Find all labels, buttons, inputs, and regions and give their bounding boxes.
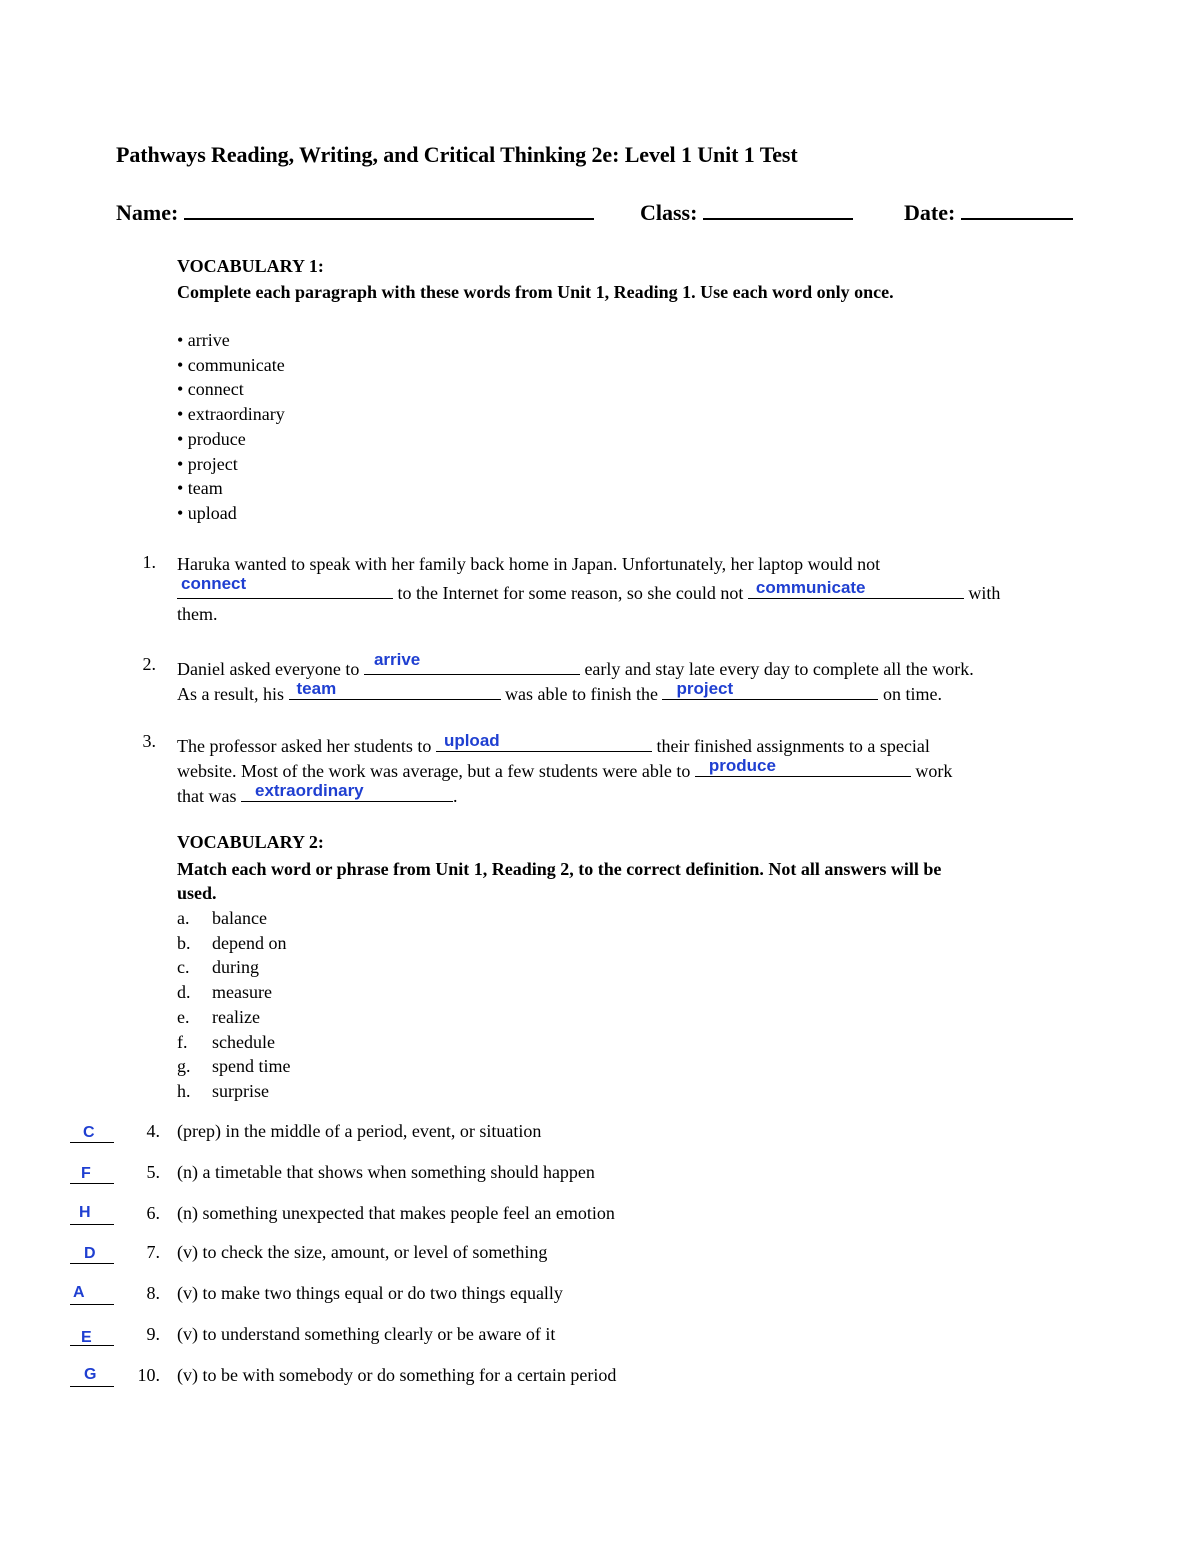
definition: (prep) in the middle of a period, event, or situation (177, 1121, 542, 1141)
q2-answer3-blank[interactable] (662, 679, 878, 700)
q2-answer1: arrive (373, 650, 421, 669)
q2-answer2-blank[interactable] (289, 679, 501, 700)
q3-answer1-blank[interactable] (436, 731, 652, 752)
match-answer-blank[interactable] (70, 1243, 114, 1264)
word-item: • connect (177, 379, 244, 400)
match-answer-blank[interactable] (70, 1284, 114, 1305)
question-number: 2. (142, 654, 156, 674)
definition: (v) to check the size, amount, or level of something (177, 1242, 548, 1262)
match-answer: F (81, 1165, 91, 1182)
question-number: 4. (146, 1121, 160, 1141)
question-number: 8. (146, 1283, 160, 1303)
date-blank[interactable] (961, 218, 1073, 220)
word-item: • team (177, 478, 223, 499)
question-number: 10. (137, 1365, 160, 1385)
vocab2-title: VOCABULARY 2: (177, 832, 324, 852)
match-answer-blank[interactable] (70, 1204, 114, 1225)
word-item: • project (177, 453, 238, 474)
match-answer-blank[interactable] (70, 1122, 114, 1143)
vocab1-instructions: Complete each paragraph with these words from Unit 1, Reading 1. Use each word only once. (177, 282, 894, 302)
class-blank[interactable] (703, 218, 853, 220)
definition: (v) to understand something clearly or be aware of it (177, 1324, 556, 1344)
q2-answer1-blank[interactable] (364, 650, 580, 675)
option-item: e. realize (177, 1006, 260, 1027)
q2-line1: Daniel asked everyone to arrive early and stay late every day to complete all the work. (177, 654, 974, 682)
vocab2-instructions-line2: used. (177, 883, 217, 903)
match-answer-blank[interactable] (70, 1163, 114, 1184)
option-item: b. depend on (177, 932, 287, 953)
match-answer: H (79, 1204, 91, 1221)
match-answer: G (84, 1366, 97, 1383)
match-answer: D (84, 1245, 96, 1262)
definition: (n) a timetable that shows when something should happen (177, 1162, 595, 1182)
option-item: g. spend time (177, 1056, 291, 1077)
q1-answer2: communicate (755, 578, 866, 597)
vocab2-instructions-line1: Match each word or phrase from Unit 1, Reading 2, to the correct definition. Not all answers will be (177, 859, 942, 879)
q3-answer3-blank[interactable] (241, 781, 453, 802)
question-number: 5. (146, 1162, 160, 1182)
q1-answer1: connect (181, 574, 247, 593)
q2-answer3: project (676, 679, 734, 698)
q3-answer2-blank[interactable] (695, 756, 911, 777)
word-item: • upload (177, 502, 237, 523)
q3-line1: The professor asked her students to upload their finished assignments to a special (177, 731, 930, 759)
q1-line2: connect to the Internet for some reason, so she could not communicate with (177, 578, 1000, 606)
option-item: c. during (177, 957, 259, 978)
definition: (v) to be with somebody or do something for a certain period (177, 1365, 617, 1385)
definition: (v) to make two things equal or do two things equally (177, 1283, 563, 1303)
question-number: 1. (142, 552, 156, 572)
match-answer: A (73, 1284, 85, 1301)
option-item: f. schedule (177, 1031, 275, 1052)
question-number: 9. (146, 1324, 160, 1344)
q2-answer2: team (296, 679, 337, 698)
name-field[interactable] (116, 200, 594, 226)
word-item: • communicate (177, 354, 285, 375)
match-answer-blank[interactable] (70, 1325, 114, 1346)
q3-answer1: upload (443, 731, 500, 750)
word-item: • arrive (177, 330, 230, 350)
definition: (n) something unexpected that makes people feel an emotion (177, 1203, 615, 1223)
class-label: Class: (640, 200, 698, 225)
name-label: Name: (116, 200, 179, 225)
date-field[interactable] (904, 200, 1073, 226)
q1-answer2-blank[interactable] (748, 578, 964, 599)
word-list (177, 328, 285, 526)
match-answer: E (81, 1329, 92, 1346)
page-title: Pathways Reading, Writing, and Critical Thinking 2e: Level 1 Unit 1 Test (116, 142, 798, 167)
class-field[interactable] (640, 200, 853, 226)
date-label: Date: (904, 200, 956, 225)
option-item: h. surprise (177, 1080, 269, 1101)
option-item: d. measure (177, 982, 272, 1003)
match-answer: C (83, 1124, 95, 1141)
q1-line1: Haruka wanted to speak with her family back home in Japan. Unfortunately, her laptop would not (177, 554, 881, 574)
q3-line3: that was extraordinary . (177, 781, 457, 809)
q1-line3: them. (177, 604, 218, 624)
option-item: a. balance (177, 908, 267, 928)
q1-answer1-blank[interactable] (177, 574, 393, 599)
q3-answer3: extraordinary (254, 781, 364, 800)
match-answer-blank[interactable] (70, 1366, 114, 1387)
question-number: 6. (146, 1203, 160, 1223)
q3-answer2: produce (708, 756, 776, 775)
vocab1-title: VOCABULARY 1: (177, 256, 324, 276)
name-blank[interactable] (184, 218, 594, 220)
question-number: 3. (142, 731, 156, 751)
q3-line2: website. Most of the work was average, but a few students were able to produce work (177, 756, 952, 784)
option-list (177, 906, 291, 1104)
word-item: • extraordinary (177, 404, 285, 425)
question-number: 7. (146, 1242, 160, 1262)
word-item: • produce (177, 428, 246, 449)
q2-line2: As a result, his team was able to finish the project on time. (177, 679, 942, 707)
